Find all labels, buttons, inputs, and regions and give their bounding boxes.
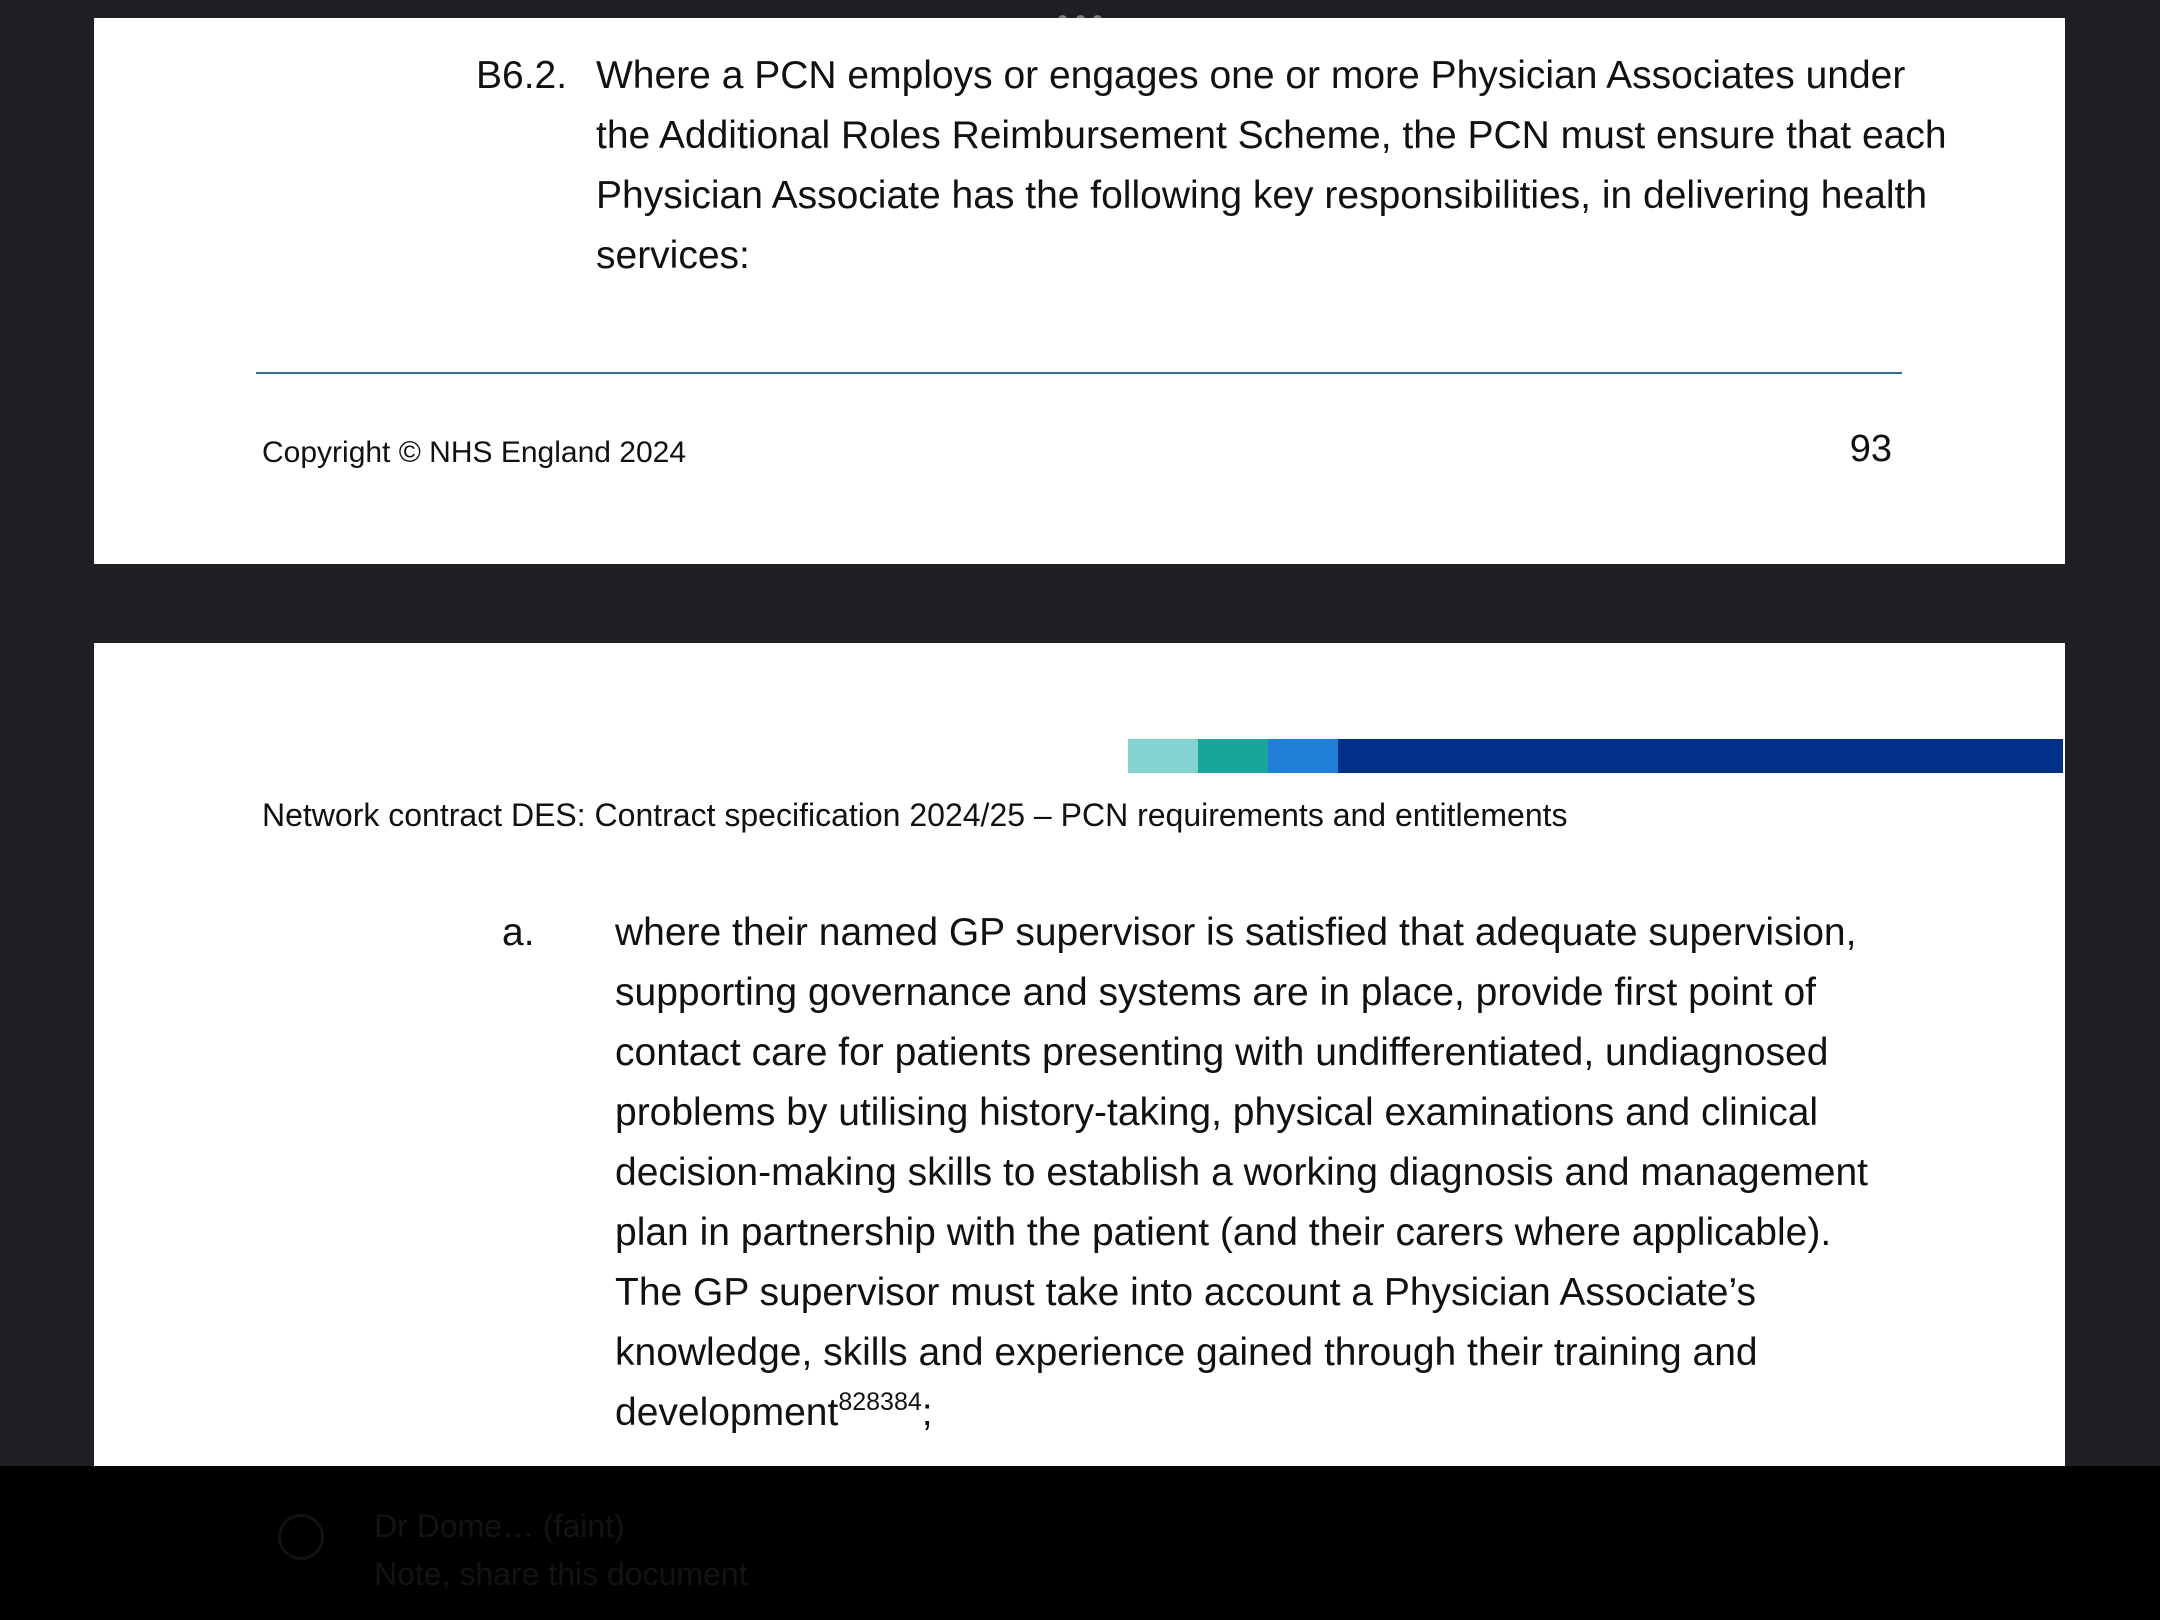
color-bar-segment [1338,739,2063,773]
footnote-reference[interactable]: 828384 [838,1388,922,1416]
list-item-text [615,903,1985,1443]
clause-number: B6.2. [476,54,568,97]
color-bar-segment [1198,739,1268,773]
clause-text: Where a PCN employs or engages one or more Physician Associates under the Additional Roles Reimbursement Scheme, the PCN must ensure that each Physician Associate has the following key responsibilities, in delivering health services: [596,54,1947,277]
share-icon[interactable] [278,1514,324,1560]
list-item-body: where their named GP supervisor is satisfied that adequate supervision, supporting governance and systems are in place, provide first point of contact care for patients presenting with undifferentiated, undiagnosed problems by utilising history-taking, physical examinations and clinical decision-making skills to establish a working diagnosis and management plan in partnership with the patient (and their carers where applicable). The GP supervisor must take into account a Physician Associate’s knowledge, skills and experience gained through their training and development [615,911,1868,1434]
page-number: 93 [1849,428,1892,470]
header-color-bar [1128,739,2063,773]
overlay-line-1: Dr Dome… (faint) [374,1508,625,1544]
color-bar-segment [1128,739,1198,773]
bottom-info-overlay [0,1466,2160,1620]
list-item-label: a. [502,911,535,954]
overlay-meta [374,1502,748,1598]
footer-divider [256,372,1902,374]
copyright-notice: Copyright © NHS England 2024 [262,436,687,469]
overlay-line-2: Note, share this document [374,1556,748,1592]
list-item-trailing: ; [921,1391,933,1434]
document-page-93 [94,18,2065,564]
document-page-94 [94,643,2065,1468]
color-bar-segment [1268,739,1338,773]
running-header: Network contract DES: Contract specification 2024/25 – PCN requirements and entitlements [262,797,1568,833]
